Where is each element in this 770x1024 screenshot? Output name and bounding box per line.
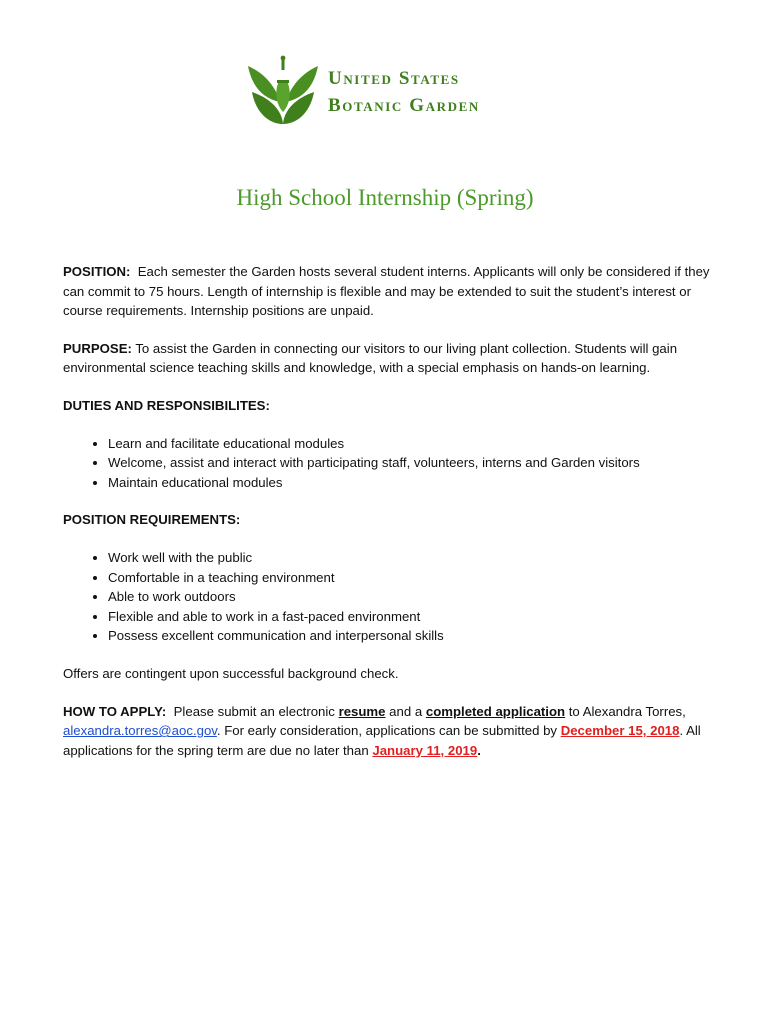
application-link[interactable]: completed application <box>425 703 566 719</box>
position-paragraph <box>63 262 713 321</box>
apply-text-6: . <box>477 742 481 758</box>
list-item: • Able to work outdoors <box>108 587 713 607</box>
list-item: • Learn and facilitate educational modules <box>108 434 713 454</box>
position-label: POSITION: <box>63 264 131 279</box>
list-item: • Welcome, assist and interact with participating staff, volunteers, interns and Garden visitors <box>108 453 713 473</box>
list-item: • Work well with the public <box>108 548 713 568</box>
resume-link[interactable]: resume <box>338 703 386 719</box>
purpose-paragraph <box>63 339 713 378</box>
list-item: • Flexible and able to work in a fast-paced environment <box>108 607 713 627</box>
apply-text-1: Please submit an electronic <box>173 703 335 719</box>
logo-text-line1: United States <box>328 68 460 89</box>
logo-text-line2: Botanic Garden <box>328 95 480 116</box>
purpose-label: PURPOSE: <box>63 340 132 356</box>
list-item: • Comfortable in a teaching environment <box>108 568 713 588</box>
lotus-capitol-icon <box>246 52 320 126</box>
apply-text-2: and a <box>389 703 423 719</box>
list-item: • Maintain educational modules <box>108 473 713 493</box>
usbg-logo <box>246 52 536 128</box>
requirements-list <box>63 548 713 646</box>
apply-paragraph <box>63 702 713 761</box>
list-item: • Possess excellent communication and interpersonal skills <box>108 626 713 646</box>
duties-heading: DUTIES AND RESPONSIBILITES: <box>63 397 270 413</box>
offers-paragraph: Offers are contingent upon successful background check. <box>63 665 399 681</box>
purpose-text: To assist the Garden in connecting our visitors to our living plant collection. Students will gain environmental science teaching skills and knowledge, with a special emphasis on hands-on learning. <box>63 340 678 376</box>
document-body <box>63 262 713 778</box>
final-deadline: January 11, 2019 <box>372 742 478 758</box>
apply-text-4: . For early consideration, applications can be submitted by <box>216 723 558 739</box>
position-text: Each semester the Garden hosts several student interns. Applicants will only be considered if they can commit to 75 hours. Length of internship is flexible and may be extended to suit the student’s interest or course requirements. Internship positions are unpaid. <box>63 264 710 319</box>
requirements-heading: POSITION REQUIREMENTS: <box>63 512 241 528</box>
early-deadline: December 15, 2018 <box>560 723 680 739</box>
duties-list <box>63 434 713 493</box>
apply-text-5: . All applications for the spring term are due no later than <box>63 723 701 758</box>
email-link[interactable]: alexandra.torres@aoc.gov <box>63 723 217 739</box>
apply-text-3: to Alexandra Torres, <box>568 703 686 719</box>
page-title: High School Internship (Spring) <box>236 185 534 210</box>
apply-label: HOW TO APPLY: <box>63 703 167 719</box>
